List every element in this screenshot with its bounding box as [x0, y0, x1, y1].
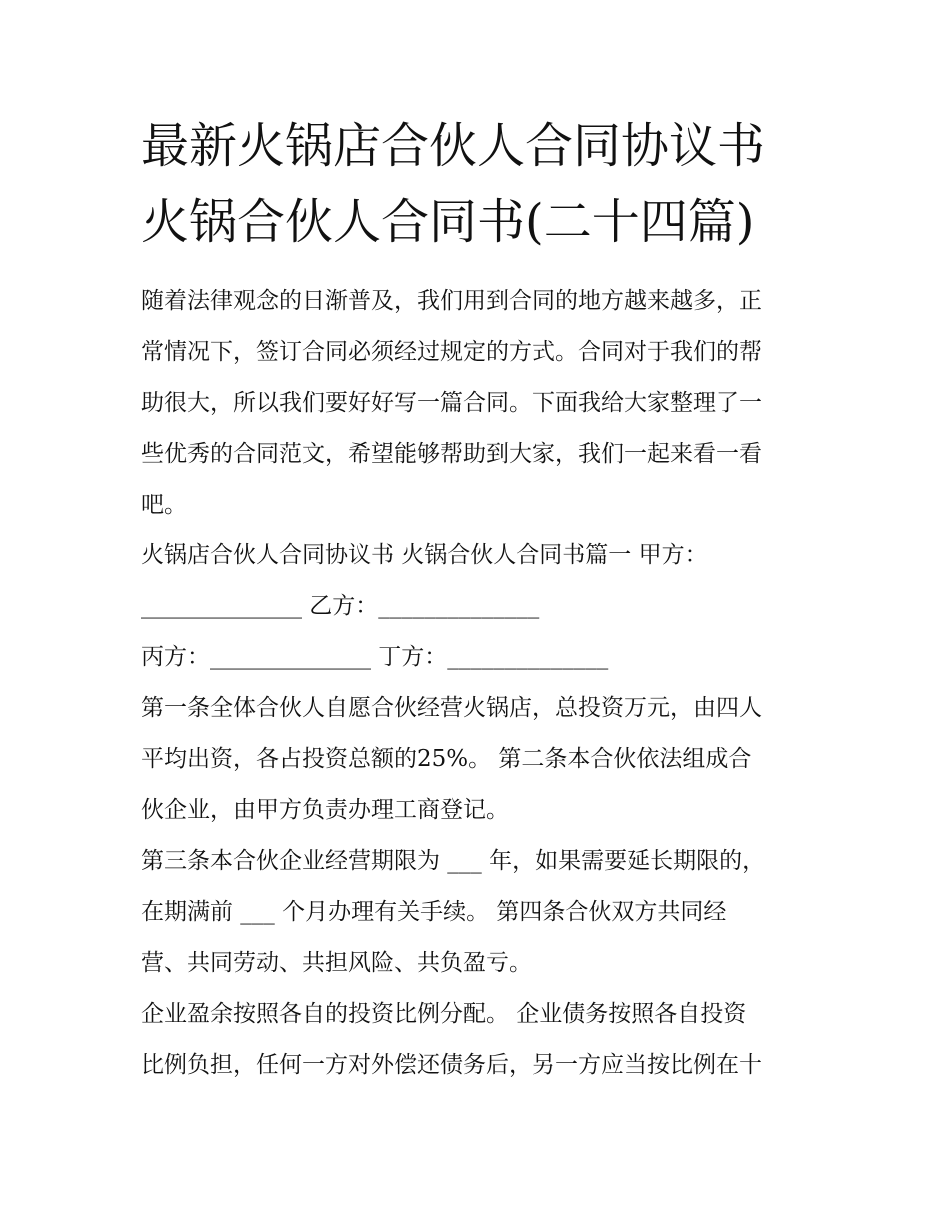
- body-line: 随着法律观念的日渐普及，我们用到合同的地方越来越多，正: [141, 288, 762, 314]
- body-line: 些优秀的合同范文，希望能够帮助到大家，我们一起来看一看: [141, 441, 762, 467]
- body-line: 第一条全体合伙人自愿合伙经营火锅店，总投资万元，由四人: [141, 695, 762, 721]
- body-line: 企业盈余按照各自的投资比例分配。 企业债务按照各自投资: [141, 1001, 747, 1027]
- body-line: 第三条本合伙企业经营期限为 ___ 年，如果需要延长期限的，: [141, 848, 766, 874]
- body-line: 伙企业，由甲方负责办理工商登记。: [141, 797, 509, 823]
- blank-line-party-b: ______________ 乙方：______________: [141, 593, 540, 619]
- body-line: 常情况下，签订合同必须经过规定的方式。合同对于我们的帮: [141, 339, 762, 365]
- body-line: 在期满前 ___ 个月办理有关手续。 第四条合伙双方共同经: [141, 899, 727, 925]
- body-line: 比例负担，任何一方对外偿还债务后，另一方应当按比例在十: [141, 1052, 762, 1078]
- blank-line-party-c-d: 丙方：______________ 丁方：______________: [141, 644, 609, 670]
- body-line: 平均出资，各占投资总额的25%。 第二条本合伙依法组成合: [141, 746, 752, 772]
- document-title-line-2: 火锅合伙人合同书(二十四篇): [141, 194, 755, 250]
- document-title-line-1: 最新火锅店合伙人合同协议书: [141, 118, 766, 174]
- body-line: 火锅店合伙人合同协议书 火锅合伙人合同书篇一 甲方：: [141, 542, 708, 568]
- body-line: 助很大，所以我们要好好写一篇合同。下面我给大家整理了一: [141, 390, 762, 416]
- body-line: 营、共同劳动、共担风险、共负盈亏。: [141, 950, 532, 976]
- body-line: 吧。: [141, 492, 187, 518]
